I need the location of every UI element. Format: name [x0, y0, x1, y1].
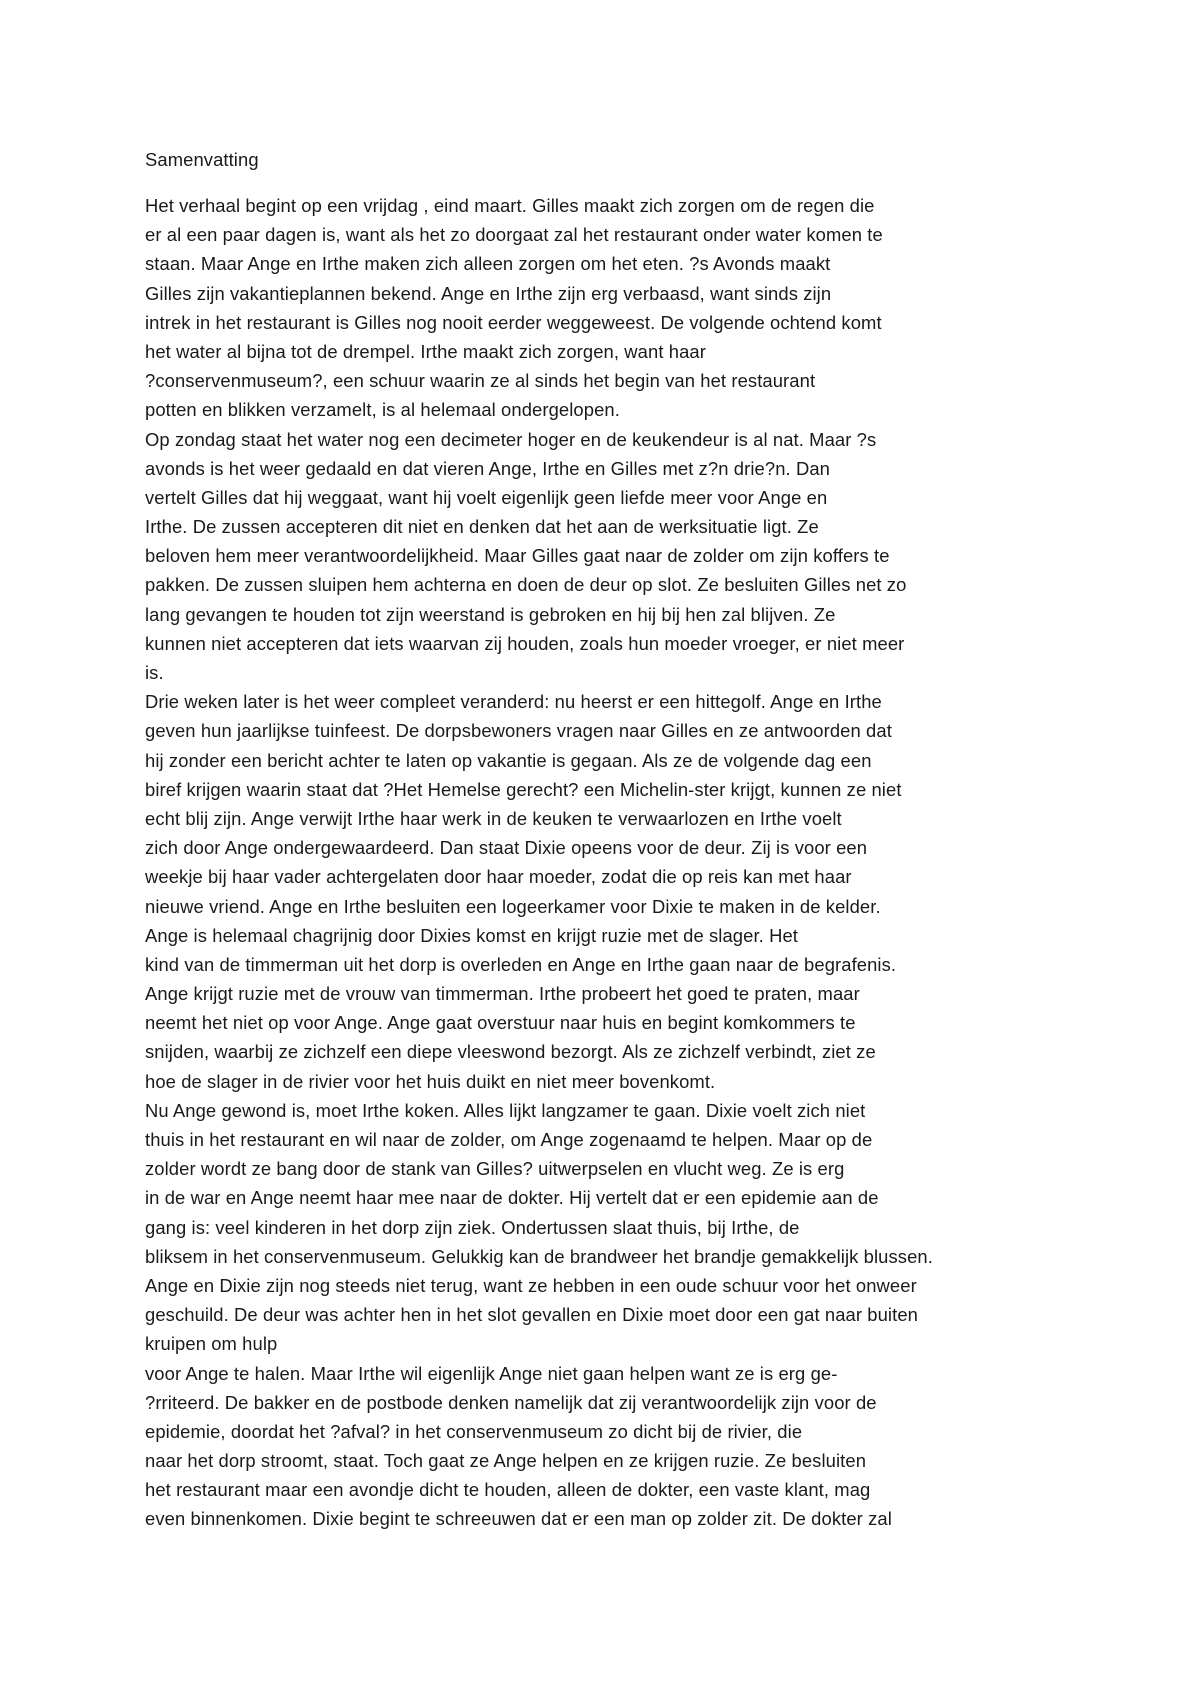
text-line: neemt het niet op voor Ange. Ange gaat overstuur naar huis en begint komkommers te: [145, 1012, 856, 1034]
text-line: beloven hem meer verantwoordelijkheid. Maar Gilles gaat naar de zolder om zijn koffers te: [145, 545, 890, 567]
text-line: voor Ange te halen. Maar Irthe wil eigenlijk Ange niet gaan helpen want ze is erg ge-: [145, 1362, 838, 1384]
text-line: geven hun jaarlijkse tuinfeest. De dorpsbewoners vragen naar Gilles en ze antwoorden dat: [145, 720, 892, 742]
text-line: kunnen niet accepteren dat iets waarvan zij houden, zoals hun moeder vroeger, er niet meer: [145, 632, 905, 654]
text-line: biref krijgen waarin staat dat ?Het Hemelse gerecht? een Michelin-ster krijgt, kunnen ze niet: [145, 778, 902, 800]
text-line: epidemie, doordat het ?afval? in het conservenmuseum zo dicht bij de rivier, die: [145, 1420, 803, 1442]
text-line: thuis in het restaurant en wil naar de zolder, om Ange zogenaamd te helpen. Maar op de: [145, 1129, 873, 1150]
text-line: is.: [145, 662, 164, 683]
text-line: zich door Ange ondergewaardeerd. Dan staat Dixie opeens voor de deur. Zij is voor een: [145, 837, 868, 859]
text-line: Nu Ange gewond is, moet Irthe koken. Alles lijkt langzamer te gaan. Dixie voelt zich niet: [145, 1099, 866, 1121]
text-line: bliksem in het conservenmuseum. Gelukkig kan de brandweer het brandje gemakkelijk blussen.: [145, 1245, 933, 1267]
text-line: het water al bijna tot de drempel. Irthe maakt zich zorgen, want haar: [145, 340, 706, 362]
text-line: er al een paar dagen is, want als het zo doorgaat zal het restaurant onder water komen te: [145, 224, 883, 246]
text-line: hij zonder een bericht achter te laten op vakantie is gegaan. Als ze de volgende dag een: [145, 749, 872, 771]
text-line: ?rriteerd. De bakker en de postbode denken namelijk dat zij verantwoordelijk zijn voor de: [145, 1391, 877, 1413]
text-line: pakken. De zussen sluipen hem achterna en doen de deur op slot. Ze besluiten Gilles net zo: [145, 574, 907, 596]
text-line: in de war en Ange neemt haar mee naar de dokter. Hij vertelt dat er een epidemie aan de: [145, 1187, 879, 1209]
text-lines: [145, 191, 1045, 1534]
text-line: Op zondag staat het water nog een decimeter hoger en de keukendeur is al nat. Maar ?s: [145, 428, 877, 450]
text-line: Gilles zijn vakantieplannen bekend. Ange en Irthe zijn erg verbaasd, want sinds zijn: [145, 282, 832, 304]
text-line: potten en blikken verzamelt, is al helemaal ondergelopen.: [145, 399, 620, 421]
text-line: Drie weken later is het weer compleet veranderd: nu heerst er een hittegolf. Ange en Irthe: [145, 691, 882, 713]
document-title: Samenvatting: [145, 149, 259, 170]
document-body: [145, 145, 1045, 1534]
text-line: snijden, waarbij ze zichzelf een diepe vleeswond bezorgt. Als ze zichzelf verbindt, ziet ze: [145, 1041, 876, 1063]
text-line: Ange en Dixie zijn nog steeds niet terug, want ze hebben in een oude schuur voor het onweer: [145, 1274, 917, 1296]
text-line: zolder wordt ze bang door de stank van Gilles? uitwerpselen en vlucht weg. Ze is erg: [145, 1158, 845, 1180]
text-line: echt blij zijn. Ange verwijt Irthe haar werk in de keuken te verwaarlozen en Irthe voelt: [145, 807, 842, 829]
text-line: Irthe. De zussen accepteren dit niet en denken dat het aan de werksituatie ligt. Ze: [145, 516, 819, 538]
text-line: het restaurant maar een avondje dicht te houden, alleen de dokter, een vaste klant, mag: [145, 1479, 871, 1501]
text-line: Het verhaal begint op een vrijdag , eind maart. Gilles maakt zich zorgen om de regen die: [145, 195, 875, 216]
text-line: gang is: veel kinderen in het dorp zijn ziek. Ondertussen slaat thuis, bij Irthe, de: [145, 1216, 800, 1238]
text-line: Ange is helemaal chagrijnig door Dixies komst en krijgt ruzie met de slager. Het: [145, 924, 798, 946]
text-line: nieuwe vriend. Ange en Irthe besluiten een logeerkamer voor Dixie te maken in de kelder.: [145, 895, 881, 917]
text-line: avonds is het weer gedaald en dat vieren Ange, Irthe en Gilles met z?n drie?n. Dan: [145, 457, 830, 479]
text-line: vertelt Gilles dat hij weggaat, want hij voelt eigenlijk geen liefde meer voor Ange en: [145, 486, 828, 508]
text-line: naar het dorp stroomt, staat. Toch gaat ze Ange helpen en ze krijgen ruzie. Ze besluiten: [145, 1450, 867, 1472]
text-line: ?conservenmuseum?, een schuur waarin ze al sinds het begin van het restaurant: [145, 370, 816, 392]
text-line: hoe de slager in de rivier voor het huis duikt en niet meer bovenkomt.: [145, 1070, 716, 1092]
text-line: intrek in het restaurant is Gilles nog nooit eerder weggeweest. De volgende ochtend komt: [145, 311, 882, 333]
text-line: Ange krijgt ruzie met de vrouw van timmerman. Irthe probeert het goed te praten, maar: [145, 983, 860, 1005]
text-line: staan. Maar Ange en Irthe maken zich alleen zorgen om het eten. ?s Avonds maakt: [145, 253, 831, 275]
title-spacer: [145, 174, 1045, 191]
text-line: geschuild. De deur was achter hen in het slot gevallen en Dixie moet door een gat naar buiten: [145, 1304, 918, 1326]
text-line: lang gevangen te houden tot zijn weerstand is gebroken en hij bij hen zal blijven. Ze: [145, 603, 836, 625]
text-line: even binnenkomen. Dixie begint te schreeuwen dat er een man op zolder zit. De dokter zal: [145, 1508, 892, 1530]
text-line: kind van de timmerman uit het dorp is overleden en Ange en Irthe gaan naar de begrafenis.: [145, 953, 897, 975]
text-line: weekje bij haar vader achtergelaten door haar moeder, zodat die op reis kan met haar: [145, 866, 852, 888]
text-line: kruipen om hulp: [145, 1333, 278, 1355]
